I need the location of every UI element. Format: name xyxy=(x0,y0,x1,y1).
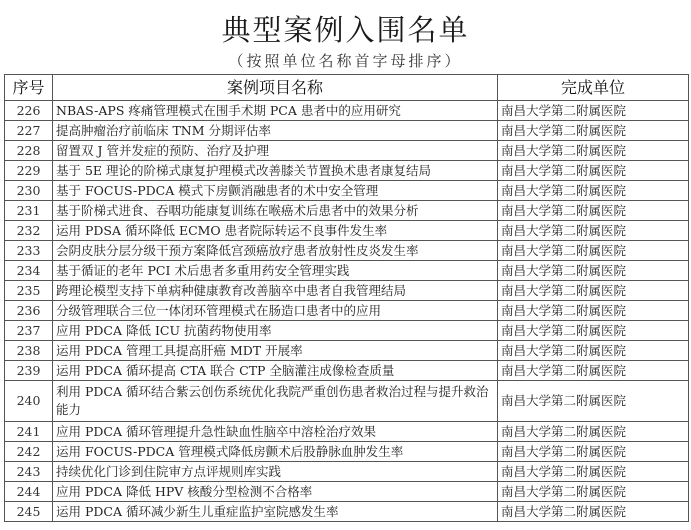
table-row xyxy=(5,482,689,502)
unit-name: 南昌大学第二附属医院 xyxy=(498,241,689,261)
unit-name: 南昌大学第二附属医院 xyxy=(498,482,689,502)
unit-name: 南昌大学第二附属医院 xyxy=(498,321,689,341)
case-name: 基于 FOCUS-PDCA 模式下房颤消融患者的术中安全管理 xyxy=(53,181,498,201)
row-number: 240 xyxy=(5,381,53,422)
case-name: 跨理论模型支持下单病种健康教育改善脑卒中患者自我管理结局 xyxy=(53,281,498,301)
case-name: 分级管理联合三位一体闭环管理模式在肠造口患者中的应用 xyxy=(53,301,498,321)
table-row xyxy=(5,361,689,381)
case-name: 提高肿瘤治疗前临床 TNM 分期评估率 xyxy=(53,121,498,141)
row-number: 227 xyxy=(5,121,53,141)
page-subtitle: （按照单位名称首字母排序） xyxy=(228,52,463,70)
unit-name: 南昌大学第二附属医院 xyxy=(498,442,689,462)
table-row xyxy=(5,121,689,141)
case-name: 基于阶梯式进食、吞咽功能康复训练在喉癌术后患者中的效果分析 xyxy=(53,201,498,221)
page-title: 典型案例入围名单 xyxy=(221,13,470,47)
unit-name: 南昌大学第二附属医院 xyxy=(498,141,689,161)
table-row xyxy=(5,281,689,301)
row-number: 241 xyxy=(5,422,53,442)
table-row xyxy=(5,181,689,201)
row-number: 235 xyxy=(5,281,53,301)
case-name: 基于循证的老年 PCI 术后患者多重用药安全管理实践 xyxy=(53,261,498,281)
case-name: 运用 PDCA 循环减少新生儿重症监护室院感发生率 xyxy=(53,502,498,522)
table-row xyxy=(5,201,689,221)
case-name: 应用 PDCA 降低 HPV 核酸分型检测不合格率 xyxy=(53,482,498,502)
row-number: 244 xyxy=(5,482,53,502)
unit-name: 南昌大学第二附属医院 xyxy=(498,121,689,141)
case-name: 运用 PDCA 循环提高 CTA 联合 CTP 全脑灌注成像检查质量 xyxy=(53,361,498,381)
row-number: 233 xyxy=(5,241,53,261)
row-number: 238 xyxy=(5,341,53,361)
case-name: 基于 5E 理论的阶梯式康复护理模式改善膝关节置换术患者康复结局 xyxy=(53,161,498,181)
table-row xyxy=(5,502,689,522)
row-number: 239 xyxy=(5,361,53,381)
unit-name: 南昌大学第二附属医院 xyxy=(498,462,689,482)
table-row xyxy=(5,261,689,281)
row-number: 231 xyxy=(5,201,53,221)
table-row xyxy=(5,301,689,321)
unit-name: 南昌大学第二附属医院 xyxy=(498,281,689,301)
row-number: 236 xyxy=(5,301,53,321)
case-name: 运用 PDSA 循环降低 ECMO 患者院际转运不良事件发生率 xyxy=(53,221,498,241)
unit-name: 南昌大学第二附属医院 xyxy=(498,181,689,201)
unit-name: 南昌大学第二附属医院 xyxy=(498,221,689,241)
table-row xyxy=(5,422,689,442)
row-number: 226 xyxy=(5,101,53,121)
table-row xyxy=(5,381,689,422)
row-number: 243 xyxy=(5,462,53,482)
unit-name: 南昌大学第二附属医院 xyxy=(498,161,689,181)
table-row xyxy=(5,341,689,361)
table-row xyxy=(5,321,689,341)
table-row xyxy=(5,161,689,181)
case-name: 留置双 J 管并发症的预防、治疗及护理 xyxy=(53,141,498,161)
header-number: 序号 xyxy=(5,75,53,101)
row-number: 230 xyxy=(5,181,53,201)
case-name: 持续优化门诊到住院审方点评规则库实践 xyxy=(53,462,498,482)
case-name: NBAS-APS 疼痛管理模式在围手术期 PCA 患者中的应用研究 xyxy=(53,101,498,121)
row-number: 242 xyxy=(5,442,53,462)
unit-name: 南昌大学第二附属医院 xyxy=(498,361,689,381)
header-unit: 完成单位 xyxy=(498,75,689,101)
case-name: 会阴皮肤分层分级干预方案降低宫颈癌放疗患者放射性皮炎发生率 xyxy=(53,241,498,261)
row-number: 229 xyxy=(5,161,53,181)
case-name: 应用 PDCA 循环管理提升急性缺血性脑卒中溶栓治疗效果 xyxy=(53,422,498,442)
case-name: 利用 PDCA 循环结合紫云创伤系统优化我院严重创伤患者救治过程与提升救治能力 xyxy=(53,381,498,422)
table-header-row xyxy=(5,75,689,101)
unit-name: 南昌大学第二附属医院 xyxy=(498,381,689,422)
row-number: 237 xyxy=(5,321,53,341)
case-name: 运用 PDCA 管理工具提高肝癌 MDT 开展率 xyxy=(53,341,498,361)
unit-name: 南昌大学第二附属医院 xyxy=(498,261,689,281)
case-name: 应用 PDCA 降低 ICU 抗菌药物使用率 xyxy=(53,321,498,341)
case-name: 运用 FOCUS-PDCA 管理模式降低房颤术后股静脉血肿发生率 xyxy=(53,442,498,462)
row-number: 228 xyxy=(5,141,53,161)
unit-name: 南昌大学第二附属医院 xyxy=(498,301,689,321)
row-number: 245 xyxy=(5,502,53,522)
unit-name: 南昌大学第二附属医院 xyxy=(498,422,689,442)
row-number: 234 xyxy=(5,261,53,281)
table-row xyxy=(5,101,689,121)
unit-name: 南昌大学第二附属医院 xyxy=(498,101,689,121)
table-row xyxy=(5,442,689,462)
unit-name: 南昌大学第二附属医院 xyxy=(498,502,689,522)
row-number: 232 xyxy=(5,221,53,241)
table-row xyxy=(5,241,689,261)
table-row xyxy=(5,462,689,482)
case-list-table xyxy=(4,74,689,522)
header-case-name: 案例项目名称 xyxy=(53,75,498,101)
unit-name: 南昌大学第二附属医院 xyxy=(498,341,689,361)
unit-name: 南昌大学第二附属医院 xyxy=(498,201,689,221)
table-row xyxy=(5,141,689,161)
table-row xyxy=(5,221,689,241)
